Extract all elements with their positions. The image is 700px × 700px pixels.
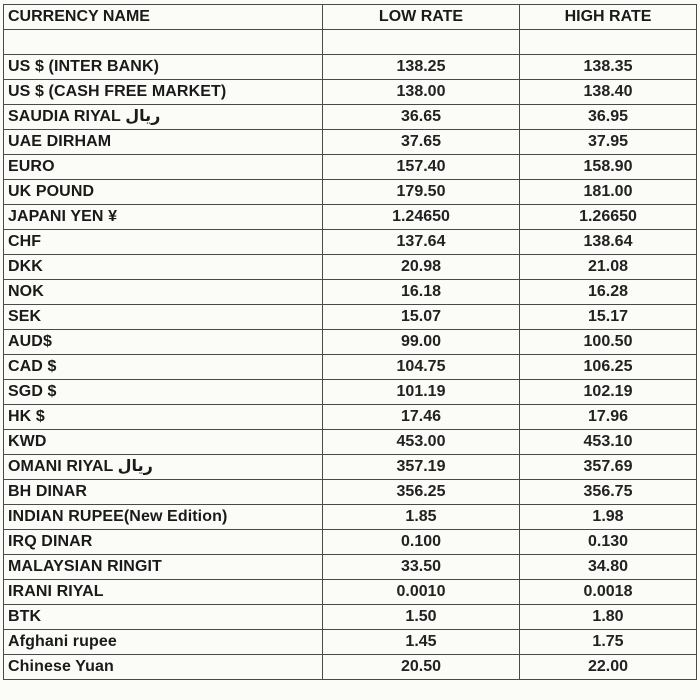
- low-rate-value: 1.50: [405, 608, 437, 625]
- low-rate-cell: [323, 130, 520, 155]
- currency-name-cell: SGD $: [4, 380, 323, 405]
- high-rate-cell: [520, 405, 697, 430]
- high-rate-value: 453.10: [583, 433, 633, 450]
- low-rate-value: 1.85: [405, 508, 437, 525]
- currency-name-cell: SEK: [4, 305, 323, 330]
- low-rate-cell: [323, 330, 520, 355]
- low-rate-value: 101.19: [396, 383, 446, 400]
- high-rate-cell: [520, 280, 697, 305]
- low-rate-cell: [323, 630, 520, 655]
- low-rate-cell: [323, 230, 520, 255]
- currency-rate-table: [3, 4, 697, 680]
- low-rate-cell: [323, 605, 520, 630]
- currency-name-cell: EURO: [4, 155, 323, 180]
- high-rate-cell: [520, 355, 697, 380]
- high-rate-value: 158.90: [583, 158, 633, 175]
- currency-name-cell: Afghani rupee: [4, 630, 323, 655]
- low-rate-cell: [323, 180, 520, 205]
- low-rate-value: 16.18: [400, 283, 442, 300]
- currency-name-cell: MALAYSIAN RINGIT: [4, 555, 323, 580]
- high-rate-cell: [520, 55, 697, 80]
- currency-name-cell: BTK: [4, 605, 323, 630]
- low-rate-cell: [323, 105, 520, 130]
- high-rate-cell: [520, 305, 697, 330]
- low-rate-cell: [323, 405, 520, 430]
- blank-cell: [520, 30, 697, 55]
- low-rate-value: 104.75: [396, 358, 446, 375]
- high-rate-value: 17.96: [587, 408, 629, 425]
- table-row: [4, 630, 697, 655]
- low-rate-cell: [323, 655, 520, 680]
- low-rate-cell: [323, 205, 520, 230]
- high-rate-cell: [520, 180, 697, 205]
- low-rate-cell: [323, 555, 520, 580]
- table-row: [4, 330, 697, 355]
- low-rate-cell: [323, 380, 520, 405]
- low-rate-value: 1.45: [405, 633, 437, 650]
- high-rate-value: 16.28: [587, 283, 629, 300]
- table-row: [4, 230, 697, 255]
- low-rate-value: 15.07: [400, 308, 442, 325]
- low-rate-cell: [323, 255, 520, 280]
- low-rate-value: 138.00: [396, 83, 446, 100]
- table-row: [4, 405, 697, 430]
- currency-name-cell: US $ (CASH FREE MARKET): [4, 80, 323, 105]
- high-rate-cell: [520, 205, 697, 230]
- table-row: [4, 530, 697, 555]
- high-rate-value: 138.64: [583, 233, 633, 250]
- currency-name-cell: AUD$: [4, 330, 323, 355]
- currency-name-cell: HK $: [4, 405, 323, 430]
- high-rate-cell: [520, 655, 697, 680]
- low-rate-value: 33.50: [400, 558, 442, 575]
- table-row: [4, 380, 697, 405]
- low-rate-cell: [323, 505, 520, 530]
- low-rate-value: 357.19: [396, 458, 446, 475]
- low-rate-cell: [323, 430, 520, 455]
- high-rate-cell: [520, 155, 697, 180]
- currency-name-cell: CHF: [4, 230, 323, 255]
- high-rate-cell: [520, 130, 697, 155]
- high-rate-cell: [520, 330, 697, 355]
- high-rate-value: 1.80: [592, 608, 624, 625]
- low-rate-value: 179.50: [396, 183, 446, 200]
- high-rate-value: 138.40: [583, 83, 633, 100]
- high-rate-cell: [520, 380, 697, 405]
- high-rate-cell: [520, 105, 697, 130]
- high-rate-value: 1.26650: [579, 208, 637, 225]
- currency-name-cell: INDIAN RUPEE(New Edition): [4, 505, 323, 530]
- high-rate-cell: [520, 255, 697, 280]
- high-rate-cell: [520, 605, 697, 630]
- table-row: [4, 505, 697, 530]
- low-rate-value: 138.25: [396, 58, 446, 75]
- low-rate-cell: [323, 355, 520, 380]
- low-rate-value: 17.46: [400, 408, 442, 425]
- table-row: [4, 355, 697, 380]
- currency-name-cell: NOK: [4, 280, 323, 305]
- low-rate-value: 99.00: [400, 333, 442, 350]
- currency-name-cell: DKK: [4, 255, 323, 280]
- low-rate-value: 1.24650: [392, 208, 450, 225]
- high-rate-value: 357.69: [583, 458, 633, 475]
- table-header-row: [4, 5, 697, 30]
- low-rate-cell: [323, 80, 520, 105]
- low-rate-value: 0.100: [400, 533, 442, 550]
- currency-name-cell: US $ (INTER BANK): [4, 55, 323, 80]
- table-row: [4, 55, 697, 80]
- blank-cell: [4, 30, 323, 55]
- currency-name-cell: IRQ DINAR: [4, 530, 323, 555]
- low-rate-value: 36.65: [400, 108, 442, 125]
- low-rate-value: 356.25: [396, 483, 446, 500]
- high-rate-value: 0.0018: [583, 583, 633, 600]
- low-rate-value: 0.0010: [396, 583, 446, 600]
- currency-name-cell: SAUDIA RIYAL ریال: [4, 105, 323, 130]
- low-rate-cell: [323, 280, 520, 305]
- table-row: [4, 305, 697, 330]
- high-rate-value: 1.98: [592, 508, 624, 525]
- blank-row: [4, 30, 697, 55]
- currency-name-cell: UAE DIRHAM: [4, 130, 323, 155]
- table-row: [4, 280, 697, 305]
- high-rate-value: 138.35: [583, 58, 633, 75]
- high-rate-value: 181.00: [583, 183, 633, 200]
- table-row: [4, 80, 697, 105]
- high-rate-cell: [520, 555, 697, 580]
- table-row: [4, 430, 697, 455]
- table-row: [4, 480, 697, 505]
- table-row: [4, 205, 697, 230]
- currency-name-cell: IRANI RIYAL: [4, 580, 323, 605]
- low-rate-value: 20.98: [400, 258, 442, 275]
- blank-cell: [323, 30, 520, 55]
- high-rate-value: 34.80: [587, 558, 629, 575]
- table-row: [4, 655, 697, 680]
- high-rate-cell: [520, 430, 697, 455]
- high-rate-cell: [520, 80, 697, 105]
- high-rate-value: 356.75: [583, 483, 633, 500]
- low-rate-cell: [323, 455, 520, 480]
- header-low-rate: LOW RATE: [323, 5, 520, 30]
- low-rate-value: 137.64: [396, 233, 446, 250]
- high-rate-cell: [520, 530, 697, 555]
- high-rate-value: 102.19: [583, 383, 633, 400]
- currency-name-cell: BH DINAR: [4, 480, 323, 505]
- table-body: [4, 30, 697, 680]
- low-rate-value: 20.50: [400, 658, 442, 675]
- currency-name-cell: JAPANI YEN ¥: [4, 205, 323, 230]
- low-rate-value: 453.00: [396, 433, 446, 450]
- high-rate-cell: [520, 230, 697, 255]
- low-rate-cell: [323, 305, 520, 330]
- table-row: [4, 180, 697, 205]
- low-rate-value: 37.65: [400, 133, 442, 150]
- high-rate-value: 0.130: [587, 533, 629, 550]
- high-rate-cell: [520, 505, 697, 530]
- low-rate-cell: [323, 480, 520, 505]
- high-rate-value: 15.17: [587, 308, 629, 325]
- currency-name-cell: OMANI RIYAL ریال: [4, 455, 323, 480]
- header-high-rate: HIGH RATE: [520, 5, 697, 30]
- high-rate-cell: [520, 630, 697, 655]
- high-rate-value: 100.50: [583, 333, 633, 350]
- low-rate-cell: [323, 155, 520, 180]
- low-rate-value: 157.40: [396, 158, 446, 175]
- high-rate-value: 22.00: [587, 658, 629, 675]
- table-row: [4, 155, 697, 180]
- table-row: [4, 605, 697, 630]
- header-currency-name: CURRENCY NAME: [4, 5, 323, 30]
- table-row: [4, 455, 697, 480]
- high-rate-value: 37.95: [587, 133, 629, 150]
- high-rate-cell: [520, 580, 697, 605]
- table-row: [4, 580, 697, 605]
- high-rate-value: 36.95: [587, 108, 629, 125]
- currency-name-cell: Chinese Yuan: [4, 655, 323, 680]
- currency-name-cell: KWD: [4, 430, 323, 455]
- table-row: [4, 130, 697, 155]
- table-row: [4, 555, 697, 580]
- currency-name-cell: CAD $: [4, 355, 323, 380]
- table-row: [4, 255, 697, 280]
- high-rate-value: 106.25: [583, 358, 633, 375]
- low-rate-cell: [323, 530, 520, 555]
- high-rate-value: 21.08: [587, 258, 629, 275]
- high-rate-cell: [520, 455, 697, 480]
- high-rate-value: 1.75: [592, 633, 624, 650]
- high-rate-cell: [520, 480, 697, 505]
- currency-name-cell: UK POUND: [4, 180, 323, 205]
- low-rate-cell: [323, 580, 520, 605]
- table-row: [4, 105, 697, 130]
- low-rate-cell: [323, 55, 520, 80]
